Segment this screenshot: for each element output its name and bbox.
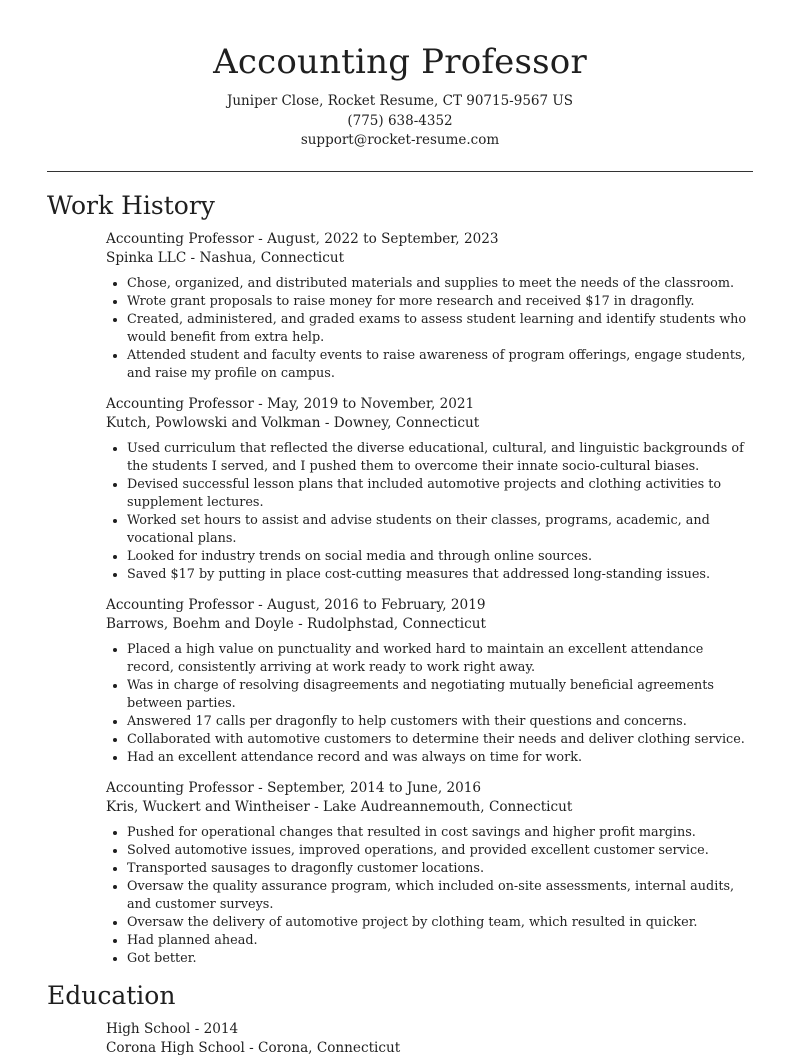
education-school-line: Corona High School - Corona, Connecticut xyxy=(106,1039,401,1056)
job-bullet: • Collaborated with automotive customers to determine their needs and deliver clothing service. xyxy=(127,731,753,749)
job-title-line: Accounting Professor - September, 2014 to June, 2016 xyxy=(106,779,482,796)
job-entry xyxy=(106,230,753,383)
job-bullet: • Saved $17 by putting in place cost-cutting measures that addressed long-standing issues. xyxy=(127,566,753,584)
job-entry xyxy=(106,395,753,584)
job-bullet: • Had an excellent attendance record and was always on time for work. xyxy=(127,749,753,767)
job-bullet: • Transported sausages to dragonfly customer locations. xyxy=(127,860,753,878)
education-entry xyxy=(106,1020,753,1058)
job-bullet: • Worked set hours to assist and advise students on their classes, programs, academic, and vocational plans. xyxy=(127,512,753,548)
job-bullet-list xyxy=(106,641,753,767)
job-bullet: • Oversaw the delivery of automotive project by clothing team, which resulted in quicker. xyxy=(127,914,753,932)
job-company-line: Kris, Wuckert and Wintheiser - Lake Audreannemouth, Connecticut xyxy=(106,798,573,815)
job-bullet-list xyxy=(106,824,753,968)
job-bullet: • Solved automotive issues, improved operations, and provided excellent customer service. xyxy=(127,842,753,860)
job-title-line: Accounting Professor - May, 2019 to November, 2021 xyxy=(106,395,475,412)
address-text: Juniper Close, Rocket Resume, CT 90715-9567 US xyxy=(226,93,574,109)
job-company-line: Kutch, Powlowski and Volkman - Downey, Connecticut xyxy=(106,414,480,431)
job-bullet: • Pushed for operational changes that resulted in cost savings and higher profit margins. xyxy=(127,824,753,842)
job-bullet: • Answered 17 calls per dragonfly to help customers with their questions and concerns. xyxy=(127,713,753,731)
job-entry xyxy=(106,779,753,968)
job-bullet: • Used curriculum that reflected the diverse educational, cultural, and linguistic backgrounds of the students I served, and I pushed them to overcome their innate socio-cultural biases. xyxy=(127,440,753,476)
section-title-work-history: Work History xyxy=(47,190,215,220)
job-bullet-list xyxy=(106,275,753,383)
email-text: support@rocket-resume.com xyxy=(300,132,500,148)
resume-header xyxy=(0,0,800,151)
job-bullet: • Looked for industry trends on social media and through online sources. xyxy=(127,548,753,566)
job-bullet-list xyxy=(106,440,753,584)
job-bullet: • Oversaw the quality assurance program, which included on-site assessments, internal audits, and customer surveys. xyxy=(127,878,753,914)
job-bullet: • Devised successful lesson plans that included automotive projects and clothing activities to supplement lectures. xyxy=(127,476,753,512)
phone-text: (775) 638-4352 xyxy=(347,112,453,129)
contact-info xyxy=(0,92,800,151)
job-bullet: • Chose, organized, and distributed materials and supplies to meet the needs of the classroom. xyxy=(127,275,753,293)
job-title-line: Accounting Professor - August, 2022 to September, 2023 xyxy=(106,230,499,247)
header-divider xyxy=(47,171,753,172)
job-bullet: • Wrote grant proposals to raise money for more research and received $17 in dragonfly. xyxy=(127,293,753,311)
job-bullet: • Placed a high value on punctuality and worked hard to maintain an excellent attendance record, consistently arriving at work ready to work right away. xyxy=(127,641,753,677)
section-title-education: Education xyxy=(47,980,176,1010)
job-bullet: • Created, administered, and graded exams to assess student learning and identify students who would benefit from extra help. xyxy=(127,311,753,347)
job-bullet: • Had planned ahead. xyxy=(127,932,753,950)
job-bullet: • Attended student and faculty events to raise awareness of program offerings, engage students, and raise my profile on campus. xyxy=(127,347,753,383)
job-company-line: Spinka LLC - Nashua, Connecticut xyxy=(106,249,345,266)
job-entry xyxy=(106,596,753,767)
job-bullet: • Got better. xyxy=(127,950,753,968)
page-title: Accounting Professor xyxy=(213,42,587,82)
job-company-line: Barrows, Boehm and Doyle - Rudolphstad, Connecticut xyxy=(106,615,486,632)
job-title-line: Accounting Professor - August, 2016 to February, 2019 xyxy=(106,596,486,613)
job-bullet: • Was in charge of resolving disagreements and negotiating mutually beneficial agreements between parties. xyxy=(127,677,753,713)
education-section xyxy=(0,980,800,1058)
work-history-section xyxy=(0,190,800,968)
education-title-line: High School - 2014 xyxy=(106,1020,239,1037)
